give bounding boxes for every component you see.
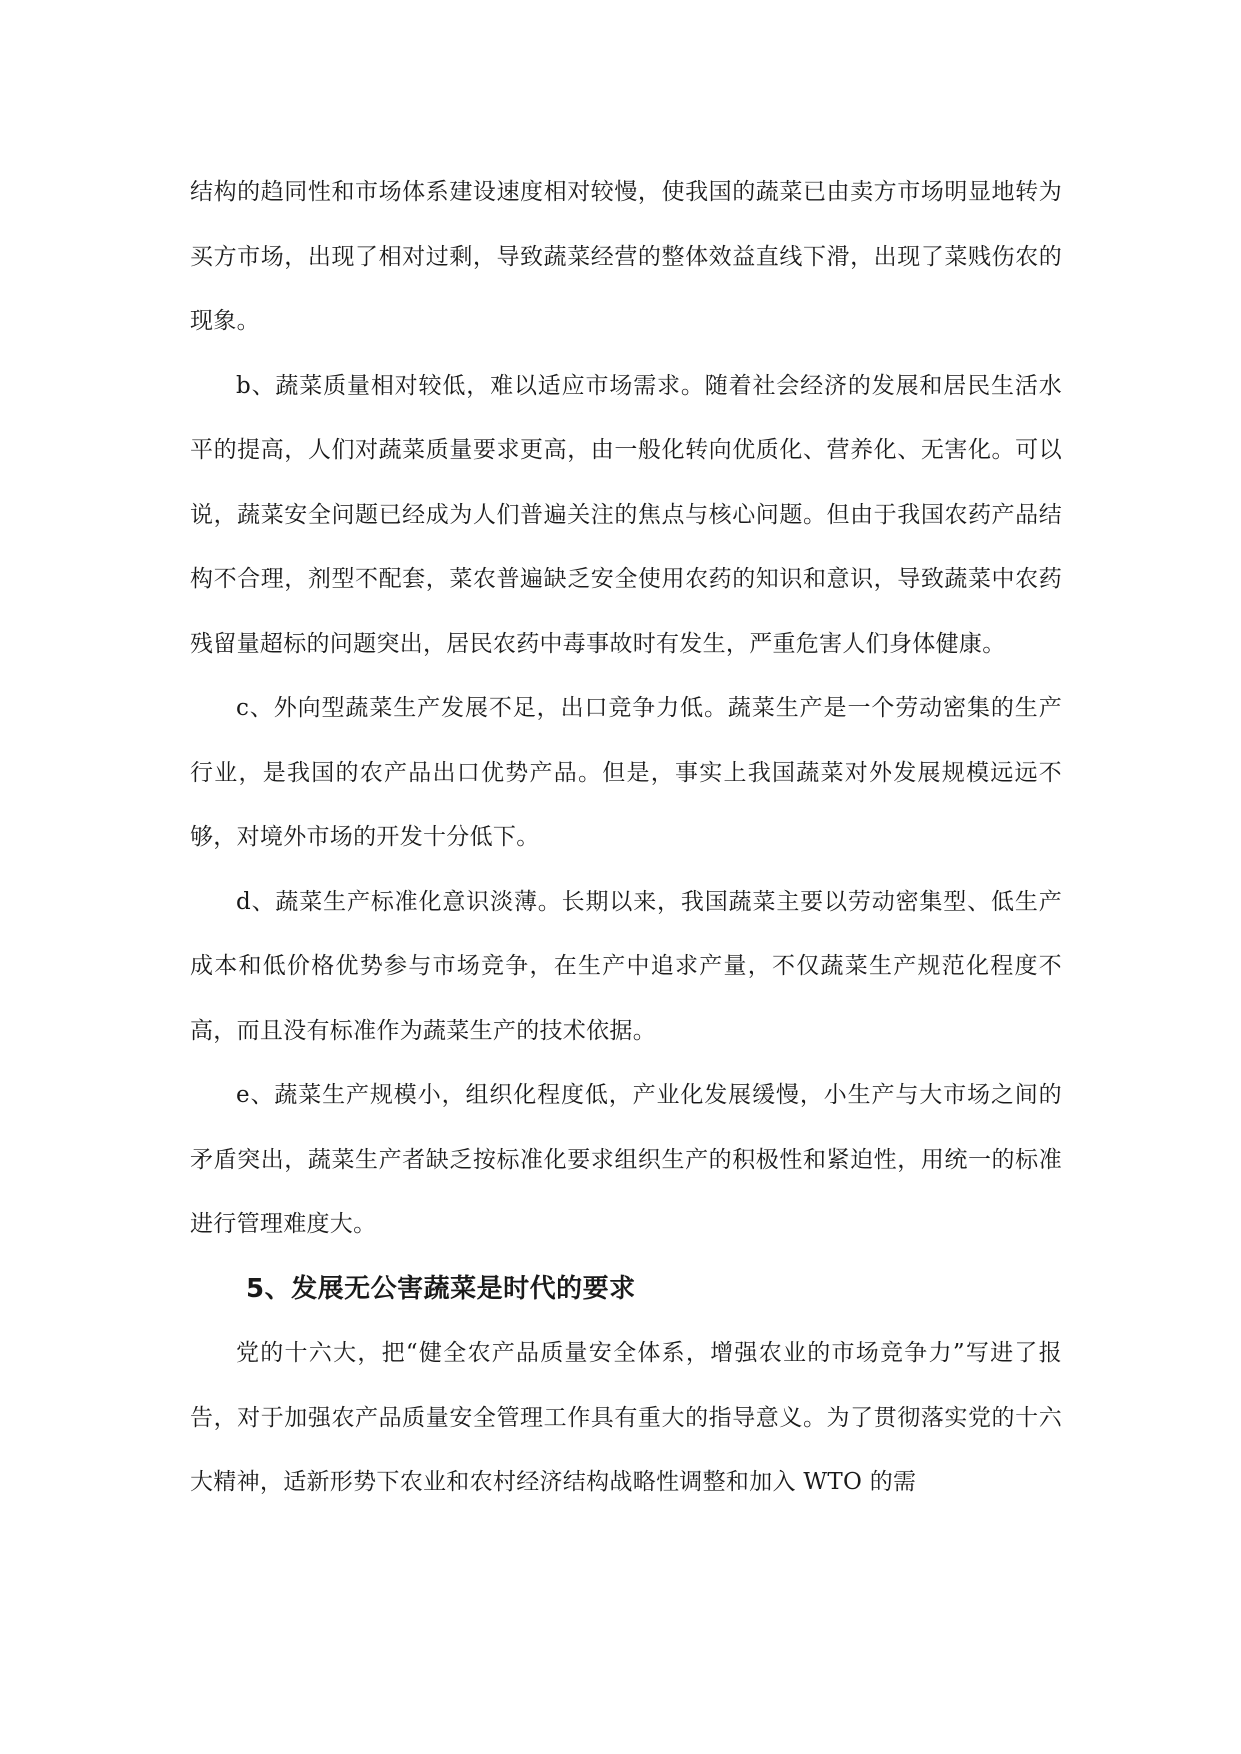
- paragraph-continued: 结构的趋同性和市场体系建设速度相对较慢，使我国的蔬菜已由卖方市场明显地转为买方市场，出现了相对过剩，导致蔬菜经营的整体效益直线下滑，出现了菜贱伤农的现象。: [190, 179, 1062, 334]
- section-heading: 5、发展无公害蔬菜是时代的要求: [246, 1273, 636, 1304]
- paragraph-item-e: e、蔬菜生产规模小，组织化程度低，产业化发展缓慢，小生产与大市场之间的矛盾突出，蔬菜生产者缺乏按标准化要求组织生产的积极性和紧迫性，用统一的标准进行管理难度大。: [190, 1082, 1062, 1237]
- paragraph-item-c: c、外向型蔬菜生产发展不足，出口竞争力低。蔬菜生产是一个劳动密集的生产行业，是我国的农产品出口优势产品。但是，事实上我国蔬菜对外发展规模远远不够，对境外市场的开发十分低下。: [190, 695, 1062, 850]
- document-body: [190, 160, 1062, 1515]
- paragraph-item-b: b、蔬菜质量相对较低，难以适应市场需求。随着社会经济的发展和居民生活水平的提高，人们对蔬菜质量要求更高，由一般化转向优质化、营养化、无害化。可以说，蔬菜安全问题已经成为人们普遍关注的焦点与核心问题。但由于我国农药产品结构不合理，剂型不配套，菜农普遍缺乏安全使用农药的知识和意识，导致蔬菜中农药残留量超标的问题突出，居民农药中毒事故时有发生，严重危害人们身体健康。: [190, 372, 1062, 657]
- section-paragraph: 党的十六大，把“健全农产品质量安全体系，增强农业的市场竞争力”写进了报告，对于加强农产品质量安全管理工作具有重大的指导意义。为了贯彻落实党的十六大精神，适新形势下农业和农村经济结构战略性调整和加入 WTO 的需: [190, 1340, 1062, 1495]
- paragraph-item-d: d、蔬菜生产标准化意识淡薄。长期以来，我国蔬菜主要以劳动密集型、低生产成本和低价格优势参与市场竞争，在生产中追求产量，不仅蔬菜生产规范化程度不高，而且没有标准作为蔬菜生产的技术依据。: [190, 888, 1062, 1044]
